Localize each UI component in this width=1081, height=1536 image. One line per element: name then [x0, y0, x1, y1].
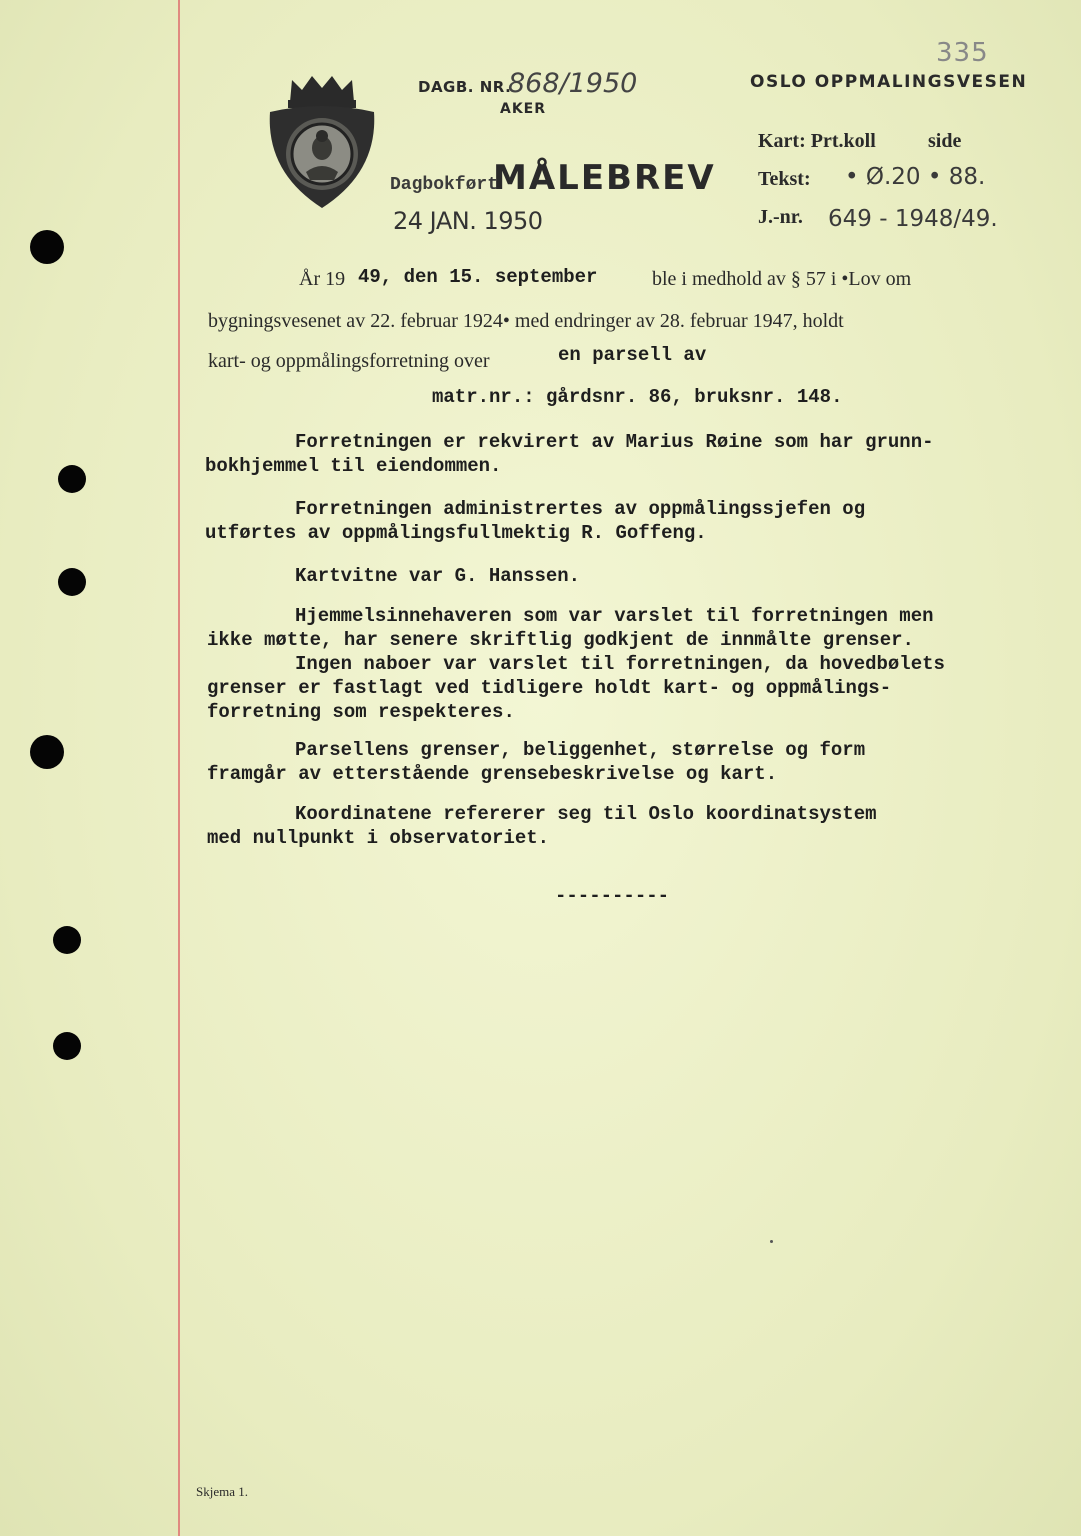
- coat-of-arms-icon: [262, 72, 382, 212]
- paragraph-administrasjon: [295, 497, 865, 521]
- intro-line-3: kart- og oppmålingsforretning over: [208, 350, 490, 372]
- stamp-date: 24 JAN. 1950: [393, 207, 543, 235]
- stamp-word: Dagbokført: [390, 175, 499, 195]
- paragraph-hjemmel: [295, 604, 934, 628]
- intro-date: 49, den 15. september: [358, 266, 598, 288]
- punch-hole-5: [53, 926, 81, 954]
- paragraph-line: ikke møtte, har senere skriftlig godkjent de innmålte grenser.: [207, 629, 914, 651]
- paragraph-grenser-cont: [207, 762, 777, 786]
- paragraph-rekvirent: [295, 430, 934, 454]
- paragraph-line: med nullpunkt i observatoriet.: [207, 827, 550, 849]
- ink-speck: [770, 1240, 773, 1243]
- paragraph-line: Forretningen administrertes av oppmålingssjefen og: [295, 498, 866, 520]
- punch-hole-3: [58, 568, 86, 596]
- intro-year-prefix: År 19: [299, 268, 346, 290]
- paragraph-line: Parsellens grenser, beliggenhet, størrelse og form: [295, 739, 866, 761]
- paragraph-grenser: [295, 738, 865, 762]
- dagb-number: 868/1950: [508, 68, 638, 99]
- document-title: MÅLEBREV: [493, 158, 716, 198]
- office-name: OSLO OPPMALINGSVESEN: [750, 72, 1028, 92]
- punch-hole-1: [30, 230, 64, 264]
- paragraph-rekvirent-cont: [205, 454, 501, 478]
- paragraph-line: framgår av etterstående grensebeskrivelse og kart.: [207, 763, 778, 785]
- paragraph-naboer-cont: [207, 676, 891, 724]
- paragraph-kartvitne: [295, 564, 580, 588]
- paragraph-line: Ingen naboer var varslet til forretningen, da hovedbølets: [295, 653, 945, 675]
- paragraph-administrasjon-cont: [205, 521, 707, 545]
- form-number: Skjema 1.: [196, 1484, 248, 1499]
- punch-hole-6: [53, 1032, 81, 1060]
- page-number: 335: [936, 38, 989, 68]
- paragraph-naboer: [295, 652, 945, 676]
- paragraph-line: Forretningen er rekvirert av Marius Røine som har grunn-: [295, 431, 934, 453]
- dagb-label: DAGB. NR.: [418, 78, 512, 96]
- end-divider: ----------: [555, 885, 670, 907]
- paragraph-line: Kartvitne var G. Hanssen.: [295, 565, 581, 587]
- matr-number: matr.nr.: gårdsnr. 86, bruksnr. 148.: [432, 386, 843, 408]
- paragraph-line: forretning som respekteres.: [207, 701, 515, 723]
- paragraph-line: utførtes av oppmålingsfullmektig R. Goffeng.: [205, 522, 707, 544]
- intro-object: en parsell av: [558, 344, 707, 366]
- intro-line-2: bygningsvesenet av 22. februar 1924• med endringer av 28. februar 1947, holdt: [208, 310, 844, 332]
- paragraph-hjemmel-cont: [207, 628, 914, 652]
- paragraph-line: Hjemmelsinnehaveren som var varslet til forretningen men: [295, 605, 934, 627]
- paragraph-koordinater-cont: [207, 826, 549, 850]
- paragraph-line: bokhjemmel til eiendommen.: [205, 455, 502, 477]
- jnr-value: 649 - 1948/49.: [828, 206, 998, 232]
- kart-side-label: side: [928, 130, 962, 152]
- jnr-label: J.-nr.: [758, 206, 803, 228]
- intro-line-1: ble i medhold av § 57 i •Lov om: [652, 268, 912, 290]
- paragraph-koordinater: [295, 802, 877, 826]
- aker-label: AKER: [500, 101, 547, 117]
- paragraph-line: Koordinatene refererer seg til Oslo koordinatsystem: [295, 803, 877, 825]
- paragraph-line: grenser er fastlagt ved tidligere holdt kart- og oppmålings-: [207, 677, 892, 699]
- tekst-label: Tekst:: [758, 168, 811, 190]
- margin-rule: [178, 0, 180, 1536]
- kart-label: Kart: Prt.koll: [758, 130, 876, 152]
- punch-hole-4: [30, 735, 64, 769]
- punch-hole-2: [58, 465, 86, 493]
- tekst-value: • Ø.20 • 88.: [845, 164, 986, 190]
